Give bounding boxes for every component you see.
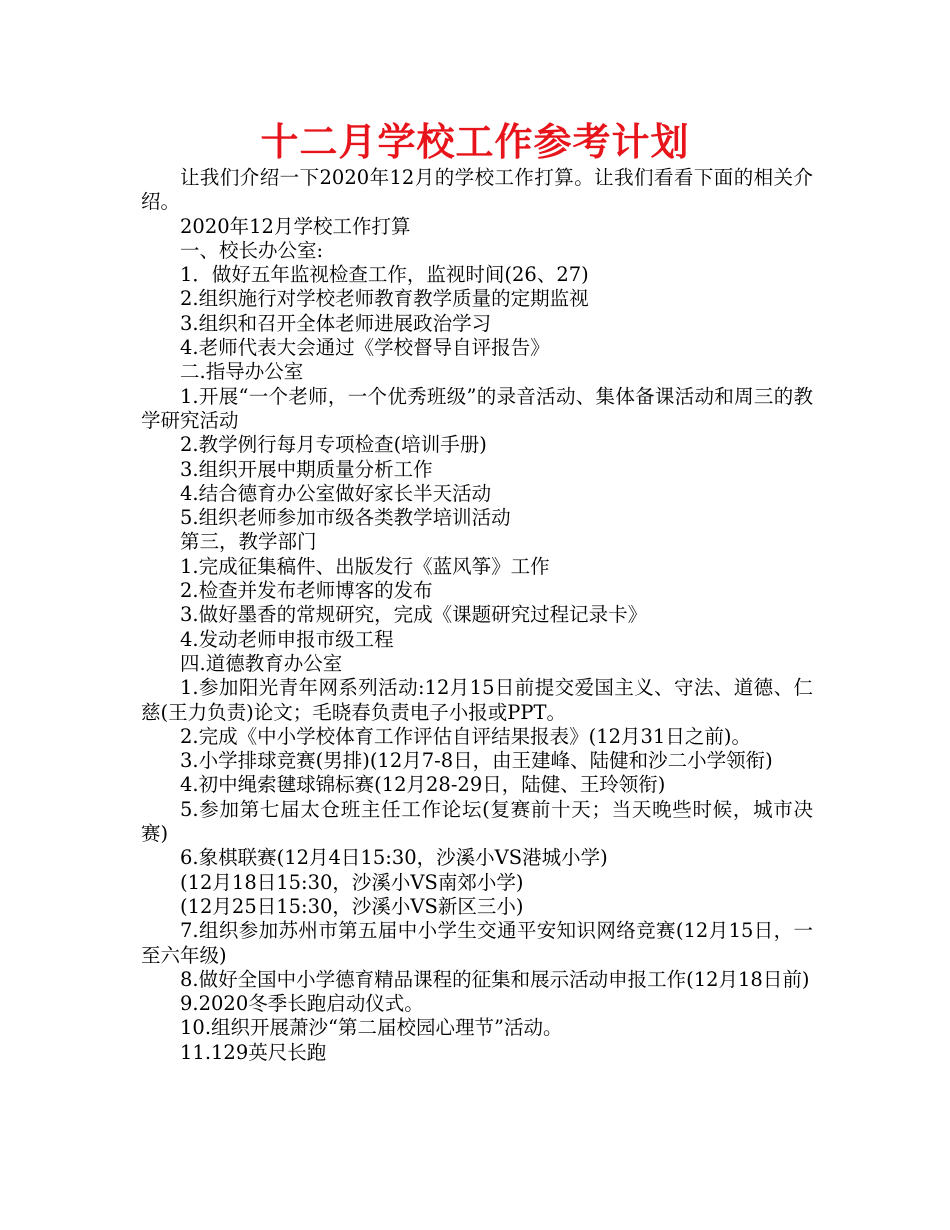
list-item: 3.组织开展中期质量分析工作 — [180, 457, 433, 481]
paragraph-plan-heading: 2020年12月学校工作打算 — [180, 214, 411, 238]
list-item: 3.做好墨香的常规研究，完成《课题研究过程记录卡》 — [180, 603, 648, 627]
list-item: 1.开展“一个老师，一个优秀班级”的录音活动、集体备课活动和周三的教学研究活动 — [141, 384, 813, 432]
list-item: 3.组织和召开全体老师进展政治学习 — [180, 311, 492, 335]
list-item: 1．做好五年监视检查工作，监视时间(26、27) — [180, 263, 589, 287]
list-item: 9.2020冬季长跑启动仪式。 — [180, 992, 424, 1016]
list-item: 4.初中绳索毽球锦标赛(12月28-29日，陆健、王玲领衔) — [180, 773, 666, 797]
list-item: 2.完成《中小学校体育工作评估自评结果报表》(12月31日之前)。 — [180, 724, 751, 748]
list-item: 2.组织施行对学校老师教育教学质量的定期监视 — [180, 287, 589, 311]
list-item: 2.教学例行每月专项检查(培训手册) — [180, 433, 487, 457]
section-heading-guidance-office: 二.指导办公室 — [180, 360, 304, 384]
list-item-continuation: (12月18日15:30，沙溪小VS南郊小学) — [180, 870, 524, 894]
list-item-continuation: (12月25日15:30，沙溪小VS新区三小) — [180, 894, 524, 918]
list-item: 4.结合德育办公室做好家长半天活动 — [180, 481, 492, 505]
list-item: 5.组织老师参加市级各类教学培训活动 — [180, 506, 511, 530]
list-item: 5.参加第七届太仓班主任工作论坛(复赛前十天；当天晚些时候，城市决赛) — [141, 797, 813, 846]
document-title: 十二月学校工作参考计划 — [260, 120, 690, 164]
list-item: 6.象棋联赛(12月4日15:30，沙溪小VS港城小学) — [180, 846, 608, 870]
list-item: 10.组织开展萧沙“第二届校园心理节”活动。 — [180, 1016, 563, 1040]
document-body — [141, 166, 813, 1065]
list-item: 4.发动老师申报市级工程 — [180, 627, 394, 651]
section-heading-moral-education-office: 四.道德教育办公室 — [180, 651, 343, 675]
list-item: 8.做好全国中小学德育精品课程的征集和展示活动申报工作(12月18日前) — [180, 967, 810, 991]
list-item: 7.组织参加苏州市第五届中小学生交通平安知识网络竞赛(12月15日，一至六年级) — [141, 919, 813, 967]
list-item: 11.129英尺长跑 — [180, 1040, 327, 1064]
list-item: 1.参加阳光青年网系列活动:12月15日前提交爱国主义、守法、道德、仁慈(王力负责)论文；毛晓春负责电子小报或PPT。 — [141, 676, 813, 724]
list-item: 4.老师代表大会通过《学校督导自评报告》 — [180, 336, 550, 360]
list-item: 3.小学排球竞赛(男排)(12月7-8日，由王建峰、陆健和沙二小学领衔) — [180, 749, 773, 773]
list-item: 1.完成征集稿件、出版发行《蓝风筝》工作 — [180, 554, 550, 578]
section-heading-teaching-department: 第三，教学部门 — [180, 530, 317, 554]
paragraph-intro: 让我们介绍一下2020年12月的学校工作打算。让我们看看下面的相关介绍。 — [141, 166, 813, 214]
section-heading-principal-office: 一、校长办公室: — [180, 238, 324, 262]
list-item: 2.检查并发布老师博客的发布 — [180, 579, 433, 603]
